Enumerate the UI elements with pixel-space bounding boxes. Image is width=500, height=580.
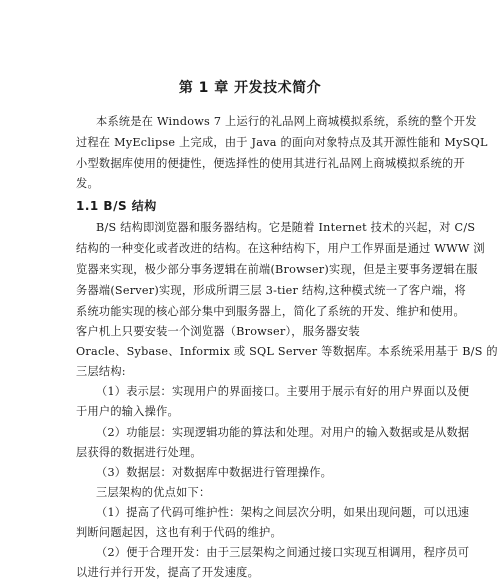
paragraph-line: 览器来实现，极少部分事务逻辑在前端(Browser)实现，但是主要事务逻辑在服 — [76, 263, 478, 276]
list-item-continuation: 于用户的输入操作。 — [76, 405, 179, 418]
paragraph-line: Oracle、Sybase、Informix 或 SQL Server 等数据库。本系统采用基于 B/S 的 — [76, 345, 498, 358]
paragraph-line: 务器端(Server)实现，形成所谓三层 3-tier 结构,这种模式统一了客户端，将 — [76, 284, 466, 297]
list-item: （1）提高了代码可维护性：架构之间层次分明，如果出现问题，可以迅速 — [96, 506, 470, 519]
paragraph-line: 三层结构: — [76, 365, 126, 378]
section-heading: 1.1 B/S 结构 — [76, 199, 157, 213]
list-item: （1）表示层：实现用户的界面接口。主要用于展示有好的用户界面以及便 — [96, 385, 470, 398]
list-item: （3）数据层：对数据库中数据进行管理操作。 — [96, 466, 333, 479]
list-item-continuation: 以进行并行开发，提高了开发速度。 — [76, 566, 260, 579]
paragraph-line: 系统功能实现的核心部分集中到服务器上，简化了系统的开发、维护和使用。 — [76, 305, 465, 318]
paragraph-line: 小型数据库使用的便捷性，便选择性的使用其进行礼品网上商城模拟系统的开 — [76, 157, 465, 170]
paragraph-line: 过程在 MyEclipse 上完成，由于 Java 的面向对象特点及其开源性能和 MySQL — [76, 136, 488, 149]
list-item: （2）功能层：实现逻辑功能的算法和处理。对用户的输入数据或是从数据 — [96, 426, 470, 439]
paragraph-line: 三层架构的优点如下： — [96, 486, 211, 499]
chapter-title: 第 1 章 开发技术简介 — [178, 80, 322, 96]
list-item-continuation: 层获得的数据进行处理。 — [76, 446, 202, 459]
list-item-continuation: 判断问题起因，这也有利于代码的维护。 — [76, 526, 282, 539]
paragraph-line: 发。 — [76, 177, 99, 190]
paragraph-line: 结构的一种变化或者改进的结构。在这种结构下，用户工作界面是通过 WWW 浏 — [76, 242, 485, 255]
paragraph-line: 本系统是在 Windows 7 上运行的礼品网上商城模拟系统，系统的整个开发 — [96, 115, 477, 128]
paragraph-line: B/S 结构即浏览器和服务器结构。它是随着 Internet 技术的兴起，对 C/S — [96, 221, 476, 234]
list-item: （2）便于合理开发：由于三层架构之间通过接口实现互相调用，程序员可 — [96, 546, 470, 559]
paragraph-line: 客户机上只要安装一个浏览器（Browser），服务器安装 — [76, 325, 360, 338]
